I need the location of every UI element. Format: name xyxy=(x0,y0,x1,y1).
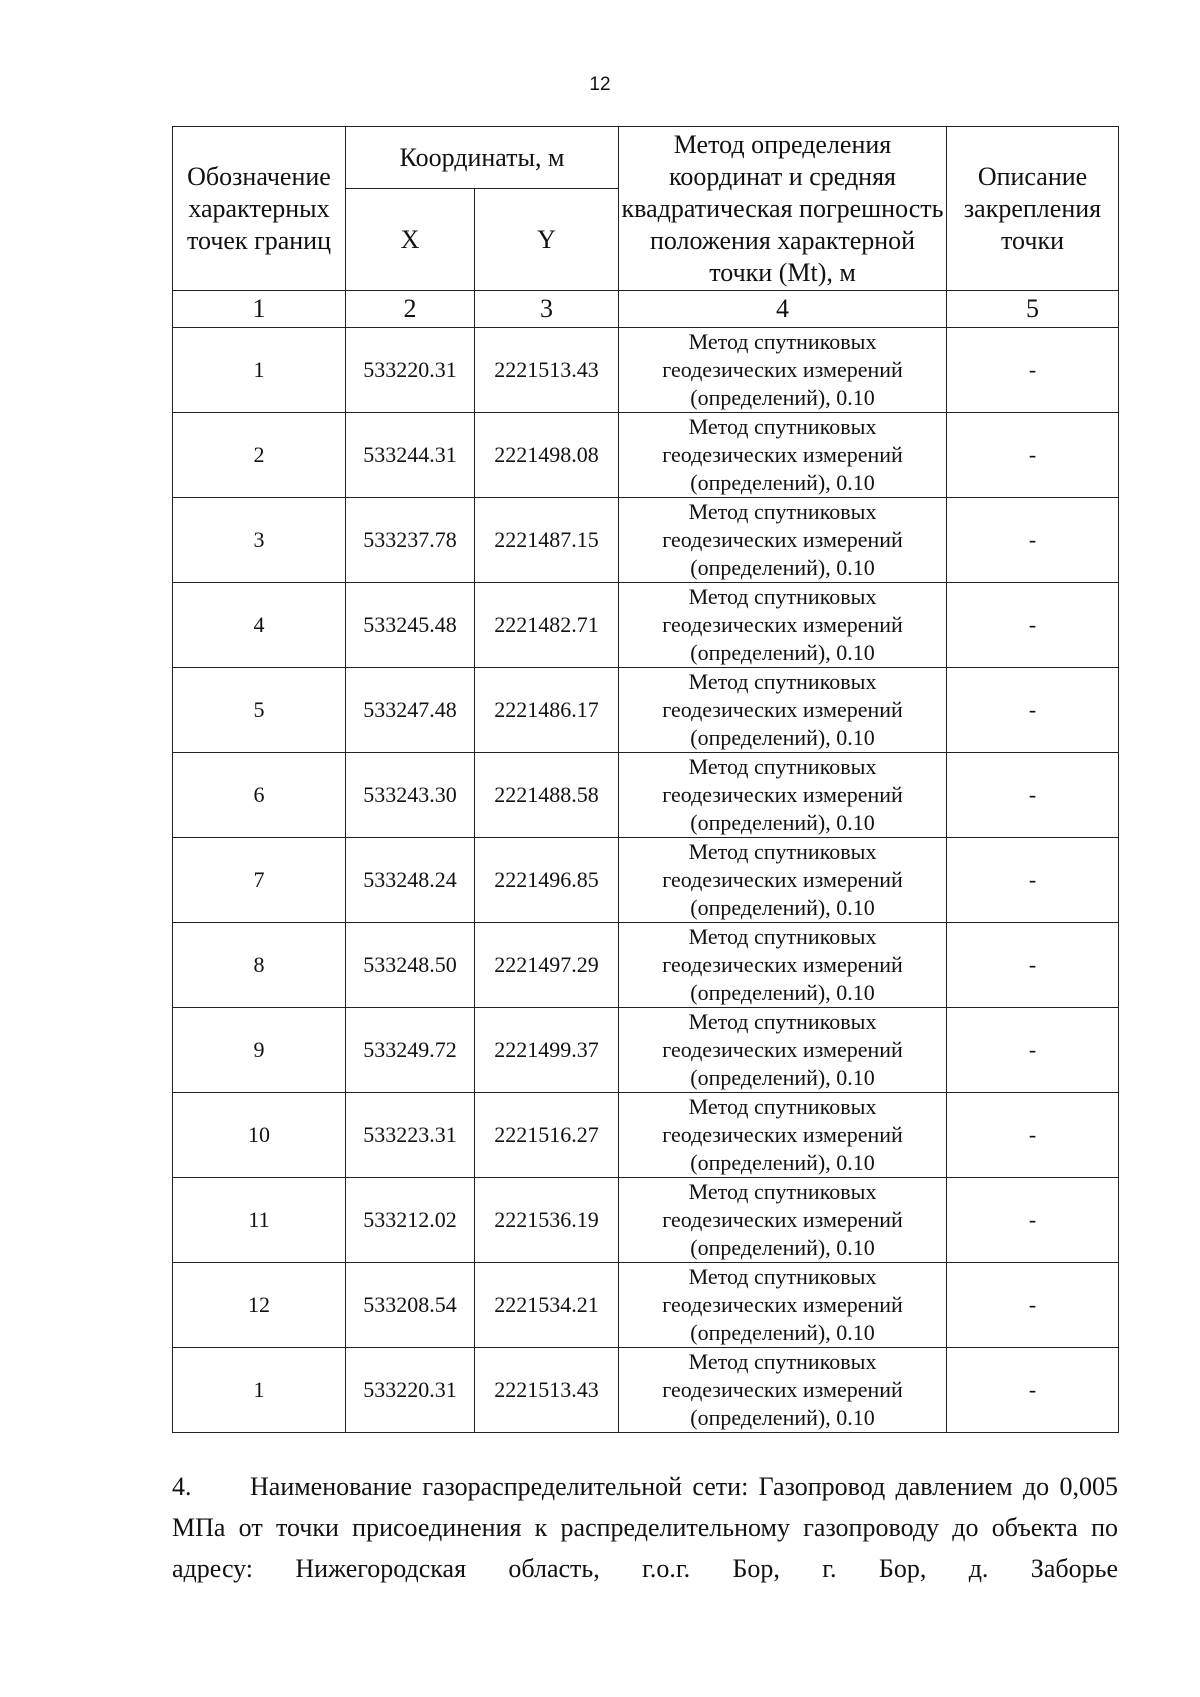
x-coordinate-cell: 533243.30 xyxy=(346,753,475,838)
column-number: 3 xyxy=(475,291,619,328)
point-number-cell: 1 xyxy=(173,328,346,413)
point-number-cell: 7 xyxy=(173,838,346,923)
x-coordinate-cell: 533220.31 xyxy=(346,1348,475,1433)
point-number-cell: 5 xyxy=(173,668,346,753)
y-coordinate-cell: 2221486.17 xyxy=(475,668,619,753)
fixing-description-cell: - xyxy=(947,328,1119,413)
column-number: 1 xyxy=(173,291,346,328)
fixing-description-cell: - xyxy=(947,1008,1119,1093)
method-cell xyxy=(619,498,947,583)
y-coordinate-cell: 2221536.19 xyxy=(475,1178,619,1263)
method-line: (определений), 0.10 xyxy=(690,810,875,835)
method-cell xyxy=(619,753,947,838)
point-number-cell: 3 xyxy=(173,498,346,583)
y-coordinate-cell: 2221482.71 xyxy=(475,583,619,668)
x-coordinate-cell: 533237.78 xyxy=(346,498,475,583)
table-body xyxy=(173,291,1119,1433)
point-number-cell: 10 xyxy=(173,1093,346,1178)
method-line: геодезических измерений xyxy=(662,697,903,722)
method-cell xyxy=(619,1263,947,1348)
coordinates-table xyxy=(172,126,1119,1433)
method-line: Метод спутниковых xyxy=(688,1009,877,1034)
point-number-cell: 9 xyxy=(173,1008,346,1093)
y-coordinate-cell: 2221487.15 xyxy=(475,498,619,583)
method-cell xyxy=(619,328,947,413)
table-row xyxy=(173,1008,1119,1093)
x-coordinate-cell: 533248.24 xyxy=(346,838,475,923)
method-line: Метод спутниковых xyxy=(688,499,877,524)
method-cell xyxy=(619,413,947,498)
method-line: Метод спутниковых xyxy=(688,1094,877,1119)
method-line: Метод спутниковых xyxy=(688,839,877,864)
paragraph-text: Наименование газораспределительной сети: Газопровод давлением до 0,005 МПа от точки присоединения к распределительному газопроводу до объекта по адресу: Нижегородская область, г.о.г. Бор, г. Бор, д. Заборье xyxy=(172,1472,1118,1583)
fixing-description-cell: - xyxy=(947,498,1119,583)
header-x: X xyxy=(346,189,475,291)
method-line: геодезических измерений xyxy=(662,1207,903,1232)
x-coordinate-cell: 533245.48 xyxy=(346,583,475,668)
method-cell xyxy=(619,1008,947,1093)
method-line: Метод спутниковых xyxy=(688,1179,877,1204)
fixing-description-cell: - xyxy=(947,1263,1119,1348)
fixing-description-cell: - xyxy=(947,1093,1119,1178)
method-line: (определений), 0.10 xyxy=(690,725,875,750)
header-y: Y xyxy=(475,189,619,291)
method-line: Метод спутниковых xyxy=(688,1264,877,1289)
method-line: (определений), 0.10 xyxy=(690,1320,875,1345)
point-number-cell: 12 xyxy=(173,1263,346,1348)
column-number: 5 xyxy=(947,291,1119,328)
fixing-description-cell: - xyxy=(947,923,1119,1008)
y-coordinate-cell: 2221513.43 xyxy=(475,328,619,413)
method-line: Метод спутниковых xyxy=(688,1349,877,1374)
method-line: геодезических измерений xyxy=(662,1377,903,1402)
method-cell xyxy=(619,668,947,753)
method-line: геодезических измерений xyxy=(662,1292,903,1317)
table-row xyxy=(173,753,1119,838)
method-line: геодезических измерений xyxy=(662,527,903,552)
table-row xyxy=(173,583,1119,668)
method-line: геодезических измерений xyxy=(662,867,903,892)
table-row xyxy=(173,838,1119,923)
method-line: геодезических измерений xyxy=(662,357,903,382)
fixing-description-cell: - xyxy=(947,413,1119,498)
header-fixing: Описание закрепления точки xyxy=(947,127,1119,291)
method-line: Метод спутниковых xyxy=(688,584,877,609)
y-coordinate-cell: 2221499.37 xyxy=(475,1008,619,1093)
method-line: геодезических измерений xyxy=(662,952,903,977)
method-line: геодезических измерений xyxy=(662,612,903,637)
method-line: Метод спутниковых xyxy=(688,414,877,439)
y-coordinate-cell: 2221534.21 xyxy=(475,1263,619,1348)
section-paragraph xyxy=(172,1466,1118,1589)
x-coordinate-cell: 533223.31 xyxy=(346,1093,475,1178)
method-cell xyxy=(619,1348,947,1433)
method-line: (определений), 0.10 xyxy=(690,1405,875,1430)
x-coordinate-cell: 533244.31 xyxy=(346,413,475,498)
table-row xyxy=(173,413,1119,498)
y-coordinate-cell: 2221496.85 xyxy=(475,838,619,923)
method-line: (определений), 0.10 xyxy=(690,1235,875,1260)
point-number-cell: 8 xyxy=(173,923,346,1008)
x-coordinate-cell: 533208.54 xyxy=(346,1263,475,1348)
x-coordinate-cell: 533220.31 xyxy=(346,328,475,413)
method-line: (определений), 0.10 xyxy=(690,1150,875,1175)
point-number-cell: 1 xyxy=(173,1348,346,1433)
table-row xyxy=(173,328,1119,413)
method-line: геодезических измерений xyxy=(662,1122,903,1147)
method-line: (определений), 0.10 xyxy=(690,555,875,580)
method-line: геодезических измерений xyxy=(662,442,903,467)
y-coordinate-cell: 2221516.27 xyxy=(475,1093,619,1178)
method-line: (определений), 0.10 xyxy=(690,640,875,665)
point-number-cell: 2 xyxy=(173,413,346,498)
y-coordinate-cell: 2221488.58 xyxy=(475,753,619,838)
method-line: (определений), 0.10 xyxy=(690,1065,875,1090)
page-number: 12 xyxy=(589,74,611,95)
paragraph-number: 4. xyxy=(172,1472,192,1501)
method-cell xyxy=(619,1178,947,1263)
x-coordinate-cell: 533212.02 xyxy=(346,1178,475,1263)
header-designation: Обозначение характерных точек границ xyxy=(173,127,346,291)
table-row xyxy=(173,498,1119,583)
table-row xyxy=(173,1178,1119,1263)
method-line: Метод спутниковых xyxy=(688,754,877,779)
x-coordinate-cell: 533249.72 xyxy=(346,1008,475,1093)
fixing-description-cell: - xyxy=(947,1178,1119,1263)
method-line: (определений), 0.10 xyxy=(690,895,875,920)
method-cell xyxy=(619,583,947,668)
column-number: 2 xyxy=(346,291,475,328)
method-cell xyxy=(619,923,947,1008)
table-row xyxy=(173,1348,1119,1433)
fixing-description-cell: - xyxy=(947,1348,1119,1433)
point-number-cell: 4 xyxy=(173,583,346,668)
method-line: (определений), 0.10 xyxy=(690,980,875,1005)
fixing-description-cell: - xyxy=(947,838,1119,923)
point-number-cell: 6 xyxy=(173,753,346,838)
method-line: геодезических измерений xyxy=(662,782,903,807)
table-row xyxy=(173,1263,1119,1348)
method-cell xyxy=(619,838,947,923)
table-row xyxy=(173,1093,1119,1178)
y-coordinate-cell: 2221498.08 xyxy=(475,413,619,498)
table-row xyxy=(173,923,1119,1008)
point-number-cell: 11 xyxy=(173,1178,346,1263)
header-coordinates: Координаты, м xyxy=(346,127,619,189)
method-line: геодезических измерений xyxy=(662,1037,903,1062)
method-line: Метод спутниковых xyxy=(688,329,877,354)
table-row xyxy=(173,668,1119,753)
column-number-row xyxy=(173,291,1119,328)
fixing-description-cell: - xyxy=(947,668,1119,753)
method-line: (определений), 0.10 xyxy=(690,385,875,410)
column-number: 4 xyxy=(619,291,947,328)
fixing-description-cell: - xyxy=(947,753,1119,838)
y-coordinate-cell: 2221497.29 xyxy=(475,923,619,1008)
y-coordinate-cell: 2221513.43 xyxy=(475,1348,619,1433)
fixing-description-cell: - xyxy=(947,583,1119,668)
x-coordinate-cell: 533247.48 xyxy=(346,668,475,753)
x-coordinate-cell: 533248.50 xyxy=(346,923,475,1008)
method-cell xyxy=(619,1093,947,1178)
header-method: Метод определения координат и средняя квадратическая погрешность положения характерной точки (Mt), м xyxy=(619,127,947,291)
method-line: Метод спутниковых xyxy=(688,924,877,949)
method-line: (определений), 0.10 xyxy=(690,470,875,495)
table-header xyxy=(173,127,1119,291)
method-line: Метод спутниковых xyxy=(688,669,877,694)
